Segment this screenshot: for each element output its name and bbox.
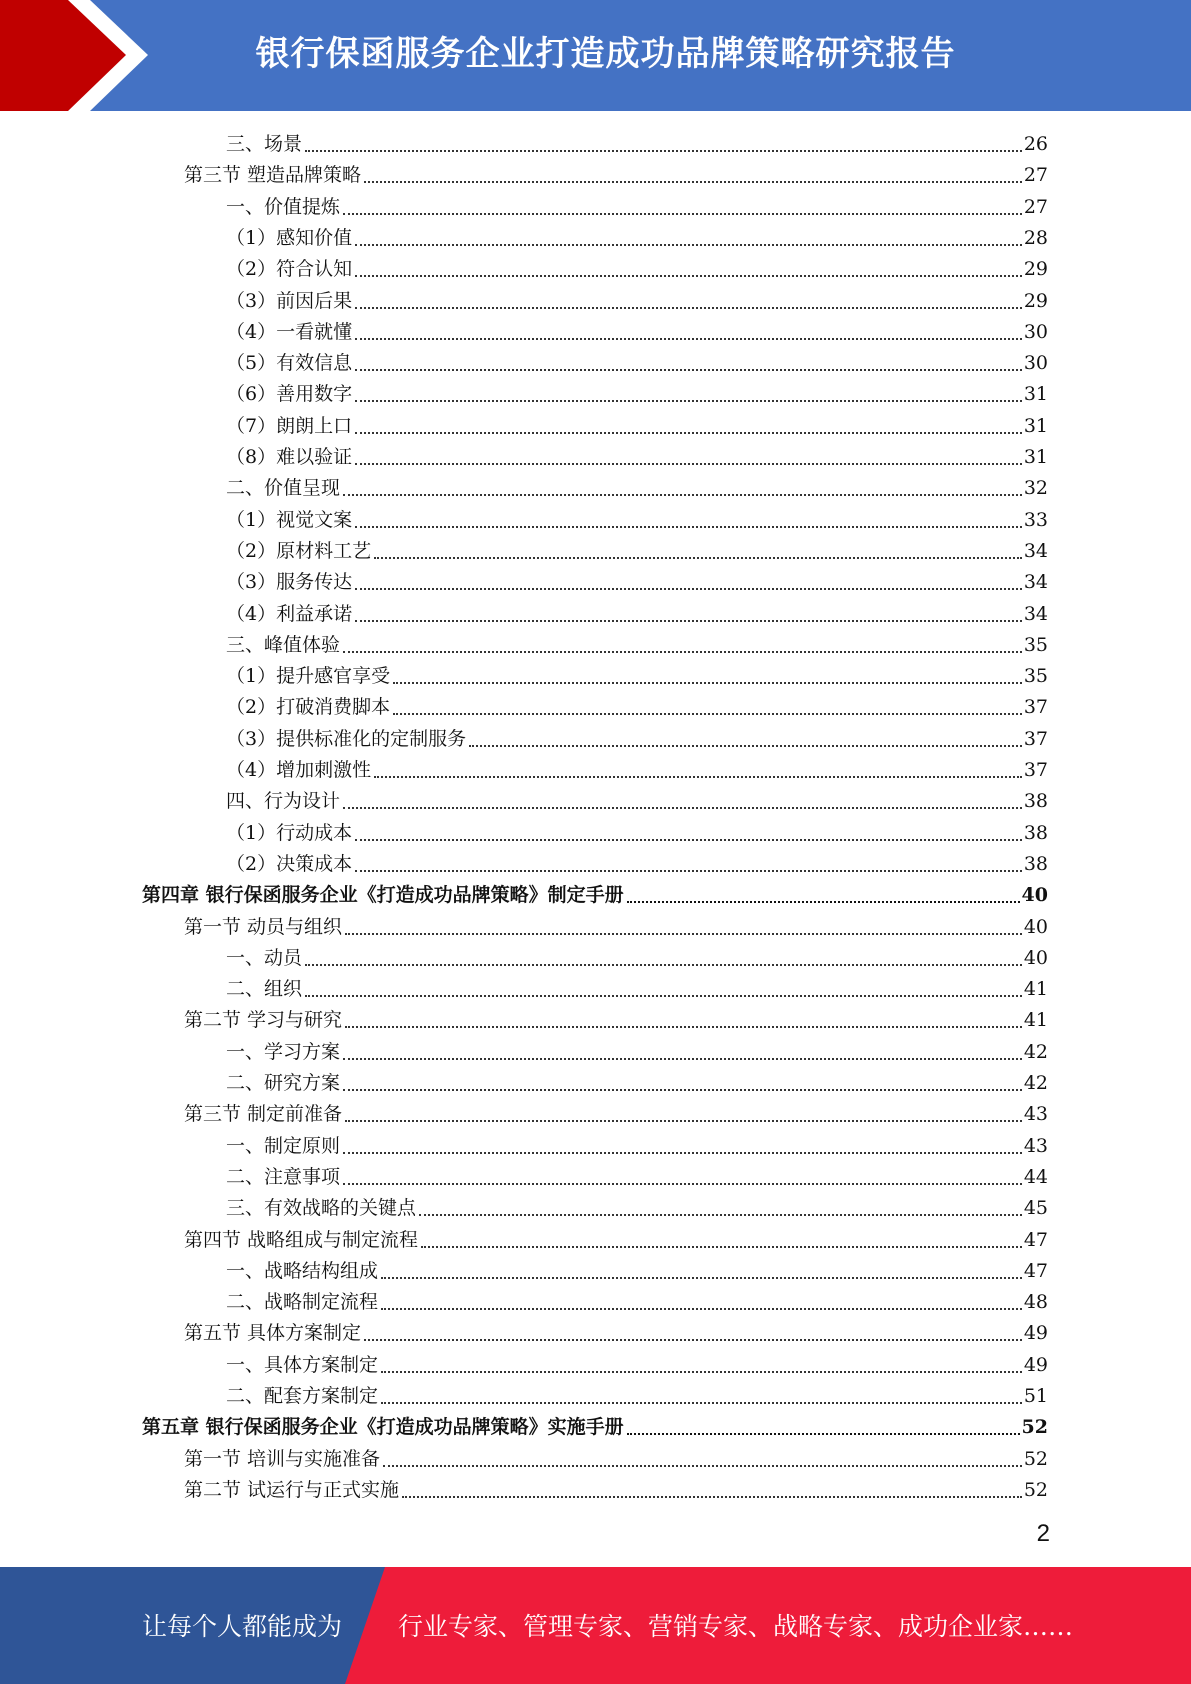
toc-entry-page: 32 bbox=[1023, 477, 1048, 499]
toc-dot-leader bbox=[393, 695, 1022, 715]
toc-entry[interactable] bbox=[226, 817, 1048, 845]
toc-entry-label: 一、具体方案制定 bbox=[226, 1354, 379, 1376]
toc-dot-leader bbox=[381, 1290, 1022, 1310]
toc-entry-label: （6）善用数字 bbox=[226, 383, 353, 405]
toc-dot-leader bbox=[343, 633, 1022, 653]
toc-entry[interactable] bbox=[226, 598, 1048, 626]
toc-entry-page: 27 bbox=[1023, 164, 1048, 186]
toc-entry-page: 45 bbox=[1023, 1197, 1048, 1219]
toc-entry-label: （7）朗朗上口 bbox=[226, 415, 353, 437]
toc-entry[interactable] bbox=[226, 535, 1048, 563]
toc-entry-page: 31 bbox=[1023, 446, 1048, 468]
toc-entry-label: （8）难以验证 bbox=[226, 446, 353, 468]
toc-dot-leader bbox=[345, 915, 1022, 935]
toc-entry-page: 27 bbox=[1023, 196, 1048, 218]
toc-entry-page: 34 bbox=[1023, 603, 1048, 625]
toc-entry-label: （2）决策成本 bbox=[226, 853, 353, 875]
toc-dot-leader bbox=[355, 289, 1022, 309]
toc-entry-page: 37 bbox=[1023, 759, 1048, 781]
toc-entry-page: 30 bbox=[1023, 352, 1048, 374]
toc-entry[interactable] bbox=[226, 942, 1048, 970]
toc-dot-leader bbox=[381, 1259, 1022, 1279]
toc-entry[interactable] bbox=[226, 316, 1048, 344]
toc-entry[interactable] bbox=[226, 723, 1048, 751]
toc-entry-page: 29 bbox=[1023, 258, 1048, 280]
toc-dot-leader bbox=[355, 226, 1022, 246]
toc-entry-page: 49 bbox=[1023, 1354, 1048, 1376]
toc-entry-label: 一、学习方案 bbox=[226, 1041, 341, 1063]
toc-entry[interactable] bbox=[184, 1224, 1048, 1252]
toc-dot-leader bbox=[355, 570, 1022, 590]
toc-entry[interactable] bbox=[226, 1161, 1048, 1189]
toc-entry[interactable] bbox=[184, 911, 1048, 939]
toc-entry-label: 二、研究方案 bbox=[226, 1072, 341, 1094]
toc-entry-page: 37 bbox=[1023, 696, 1048, 718]
toc-dot-leader bbox=[345, 1102, 1022, 1122]
toc-entry-page: 30 bbox=[1023, 321, 1048, 343]
toc-dot-leader bbox=[355, 257, 1022, 277]
toc-entry[interactable] bbox=[226, 754, 1048, 782]
footer-slogan-left: 让每个人都能成为 bbox=[142, 1612, 343, 1641]
toc-entry[interactable] bbox=[226, 1067, 1048, 1095]
toc-entry[interactable] bbox=[226, 347, 1048, 375]
toc-dot-leader bbox=[419, 1196, 1022, 1216]
toc-dot-leader bbox=[393, 664, 1022, 684]
toc-entry-label: 第一节 培训与实施准备 bbox=[184, 1448, 381, 1470]
toc-entry-label: 三、峰值体验 bbox=[226, 634, 341, 656]
toc-entry[interactable] bbox=[226, 660, 1048, 688]
toc-entry-page: 37 bbox=[1023, 728, 1048, 750]
toc-entry-page: 43 bbox=[1023, 1135, 1048, 1157]
toc-entry-label: （2）打破消费脚本 bbox=[226, 696, 391, 718]
toc-entry-page: 35 bbox=[1023, 665, 1048, 687]
toc-entry-label: 第一节 动员与组织 bbox=[184, 916, 343, 938]
toc-entry[interactable] bbox=[226, 472, 1048, 500]
toc-entry-page: 38 bbox=[1023, 822, 1048, 844]
toc-entry-label: （3）提供标准化的定制服务 bbox=[226, 728, 467, 750]
toc-entry[interactable] bbox=[226, 285, 1048, 313]
toc-entry[interactable] bbox=[226, 785, 1048, 813]
toc-entry-label: 第五章 银行保函服务企业《打造成功品牌策略》实施手册 bbox=[142, 1416, 624, 1438]
toc-entry-page: 38 bbox=[1023, 790, 1048, 812]
toc-entry-label: 二、配套方案制定 bbox=[226, 1385, 379, 1407]
toc-entry-page: 47 bbox=[1023, 1260, 1048, 1282]
toc-dot-leader bbox=[627, 1415, 1020, 1435]
toc-entry[interactable] bbox=[226, 1255, 1048, 1283]
toc-entry-page: 42 bbox=[1023, 1072, 1048, 1094]
toc-entry-label: （5）有效信息 bbox=[226, 352, 353, 374]
toc-dot-leader bbox=[343, 1165, 1022, 1185]
toc-dot-leader bbox=[355, 320, 1022, 340]
toc-entry[interactable] bbox=[226, 128, 1048, 156]
toc-dot-leader bbox=[421, 1228, 1022, 1248]
toc-dot-leader bbox=[355, 414, 1022, 434]
toc-entry-label: （4）增加刺激性 bbox=[226, 759, 372, 781]
toc-entry[interactable] bbox=[184, 1098, 1048, 1126]
toc-entry-label: 第五节 具体方案制定 bbox=[184, 1322, 362, 1344]
toc-entry[interactable] bbox=[184, 159, 1048, 187]
toc-entry-label: 一、价值提炼 bbox=[226, 196, 341, 218]
toc-dot-leader bbox=[402, 1478, 1022, 1498]
toc-entry-label: （1）提升感官享受 bbox=[226, 665, 391, 687]
toc-entry-page: 52 bbox=[1023, 1479, 1048, 1501]
toc-entry[interactable] bbox=[184, 1004, 1048, 1032]
toc-dot-leader bbox=[305, 977, 1022, 997]
toc-dot-leader bbox=[343, 789, 1022, 809]
toc-entry-page: 35 bbox=[1023, 634, 1048, 656]
toc-entry-label: （2）符合认知 bbox=[226, 258, 353, 280]
toc-entry-page: 44 bbox=[1023, 1166, 1048, 1188]
report-title: 银行保函服务企业打造成功品牌策略研究报告 bbox=[255, 34, 956, 74]
toc-entry-label: 第四章 银行保函服务企业《打造成功品牌策略》制定手册 bbox=[142, 884, 624, 906]
toc-dot-leader bbox=[469, 727, 1022, 747]
toc-entry-page: 33 bbox=[1023, 509, 1048, 531]
toc-entry-label: 第三节 塑造品牌策略 bbox=[184, 164, 362, 186]
toc-entry-label: （1）行动成本 bbox=[226, 822, 353, 844]
toc-entry[interactable] bbox=[226, 410, 1048, 438]
toc-dot-leader bbox=[343, 195, 1022, 215]
toc-dot-leader bbox=[355, 508, 1022, 528]
toc-dot-leader bbox=[355, 602, 1022, 622]
toc-entry-label: 四、行为设计 bbox=[226, 790, 341, 812]
toc-entry[interactable] bbox=[226, 504, 1048, 532]
toc-dot-leader bbox=[343, 1134, 1022, 1154]
toc-entry-page: 49 bbox=[1023, 1322, 1048, 1344]
toc-entry-label: （1）感知价值 bbox=[226, 227, 353, 249]
toc-entry-label: （3）前因后果 bbox=[226, 290, 353, 312]
page-header bbox=[0, 0, 1191, 111]
toc-entry[interactable] bbox=[184, 1474, 1048, 1502]
toc-entry-label: 二、战略制定流程 bbox=[226, 1291, 379, 1313]
toc-entry[interactable] bbox=[226, 1286, 1048, 1314]
toc-entry-page: 38 bbox=[1023, 853, 1048, 875]
toc-entry-page: 51 bbox=[1023, 1385, 1048, 1407]
toc-entry-label: 一、制定原则 bbox=[226, 1135, 341, 1157]
toc-entry[interactable] bbox=[226, 1380, 1048, 1408]
toc-entry-label: 第二节 学习与研究 bbox=[184, 1009, 343, 1031]
toc-entry[interactable] bbox=[184, 1317, 1048, 1345]
toc-entry-label: （4）一看就懂 bbox=[226, 321, 353, 343]
toc-entry-page: 47 bbox=[1023, 1229, 1048, 1251]
toc-entry[interactable] bbox=[226, 629, 1048, 657]
toc-entry-page: 29 bbox=[1023, 290, 1048, 312]
toc-dot-leader bbox=[305, 946, 1022, 966]
toc-dot-leader bbox=[355, 852, 1022, 872]
toc-entry-label: 第二节 试运行与正式实施 bbox=[184, 1479, 400, 1501]
toc-entry-page: 34 bbox=[1023, 571, 1048, 593]
toc-entry-page: 52 bbox=[1023, 1448, 1048, 1470]
toc-entry-page: 26 bbox=[1023, 133, 1048, 155]
toc-entry[interactable] bbox=[226, 691, 1048, 719]
toc-entry-label: 三、有效战略的关键点 bbox=[226, 1197, 417, 1219]
toc-entry-label: 三、场景 bbox=[226, 133, 303, 155]
toc-entry-label: 二、组织 bbox=[226, 978, 303, 1000]
toc-entry-page: 41 bbox=[1023, 978, 1048, 1000]
toc-entry-page: 40 bbox=[1023, 916, 1048, 938]
toc-entry-page: 52 bbox=[1021, 1416, 1048, 1438]
toc-dot-leader bbox=[355, 821, 1022, 841]
toc-entry[interactable] bbox=[226, 1130, 1048, 1158]
toc-dot-leader bbox=[305, 132, 1022, 152]
toc-entry-page: 43 bbox=[1023, 1103, 1048, 1125]
toc-entry-label: 一、动员 bbox=[226, 947, 303, 969]
toc-entry-page: 28 bbox=[1023, 227, 1048, 249]
toc-entry[interactable] bbox=[226, 1192, 1048, 1220]
toc-dot-leader bbox=[364, 1321, 1022, 1341]
toc-dot-leader bbox=[343, 1071, 1022, 1091]
toc-entry[interactable] bbox=[226, 441, 1048, 469]
toc-entry-page: 40 bbox=[1021, 884, 1048, 906]
toc-entry-page: 31 bbox=[1023, 415, 1048, 437]
toc-entry-label: （4）利益承诺 bbox=[226, 603, 353, 625]
toc-dot-leader bbox=[374, 539, 1022, 559]
toc-entry-label: 一、战略结构组成 bbox=[226, 1260, 379, 1282]
toc-entry[interactable] bbox=[226, 253, 1048, 281]
toc-entry[interactable] bbox=[226, 1036, 1048, 1064]
toc-entry-page: 48 bbox=[1023, 1291, 1048, 1313]
toc-entry-label: （3）服务传达 bbox=[226, 571, 353, 593]
toc-entry-label: 二、注意事项 bbox=[226, 1166, 341, 1188]
toc-entry-page: 34 bbox=[1023, 540, 1048, 562]
toc-chapter-entry[interactable] bbox=[142, 879, 1048, 907]
toc-dot-leader bbox=[355, 382, 1022, 402]
toc-dot-leader bbox=[355, 445, 1022, 465]
toc-dot-leader bbox=[343, 1040, 1022, 1060]
toc-entry-label: 第三节 制定前准备 bbox=[184, 1103, 343, 1125]
toc-entry-label: 二、价值呈现 bbox=[226, 477, 341, 499]
toc-entry[interactable] bbox=[226, 1349, 1048, 1377]
toc-dot-leader bbox=[345, 1008, 1022, 1028]
page-footer bbox=[0, 1567, 1191, 1684]
toc-dot-leader bbox=[374, 758, 1022, 778]
toc-entry-page: 40 bbox=[1023, 947, 1048, 969]
toc-chapter-entry[interactable] bbox=[142, 1411, 1048, 1439]
toc-entry-page: 42 bbox=[1023, 1041, 1048, 1063]
toc-dot-leader bbox=[381, 1353, 1022, 1373]
toc-dot-leader bbox=[343, 476, 1022, 496]
toc-entry[interactable] bbox=[184, 1443, 1048, 1471]
toc-entry-page: 31 bbox=[1023, 383, 1048, 405]
toc-entry[interactable] bbox=[226, 191, 1048, 219]
toc-entry-page: 41 bbox=[1023, 1009, 1048, 1031]
toc-entry[interactable] bbox=[226, 848, 1048, 876]
toc-entry-label: （2）原材料工艺 bbox=[226, 540, 372, 562]
footer-slogan-right: 行业专家、管理专家、营销专家、战略专家、成功企业家…… bbox=[398, 1612, 1074, 1641]
toc-dot-leader bbox=[355, 351, 1022, 371]
toc-dot-leader bbox=[381, 1384, 1022, 1404]
toc-dot-leader bbox=[383, 1447, 1022, 1467]
toc-entry-label: 第四节 战略组成与制定流程 bbox=[184, 1229, 419, 1251]
toc-entry-label: （1）视觉文案 bbox=[226, 509, 353, 531]
toc-entry[interactable] bbox=[226, 378, 1048, 406]
toc-entry[interactable] bbox=[226, 973, 1048, 1001]
toc-entry[interactable] bbox=[226, 222, 1048, 250]
toc-entry[interactable] bbox=[226, 566, 1048, 594]
toc-dot-leader bbox=[627, 883, 1020, 903]
toc-dot-leader bbox=[364, 163, 1022, 183]
page-number: 2 bbox=[1036, 1520, 1050, 1547]
